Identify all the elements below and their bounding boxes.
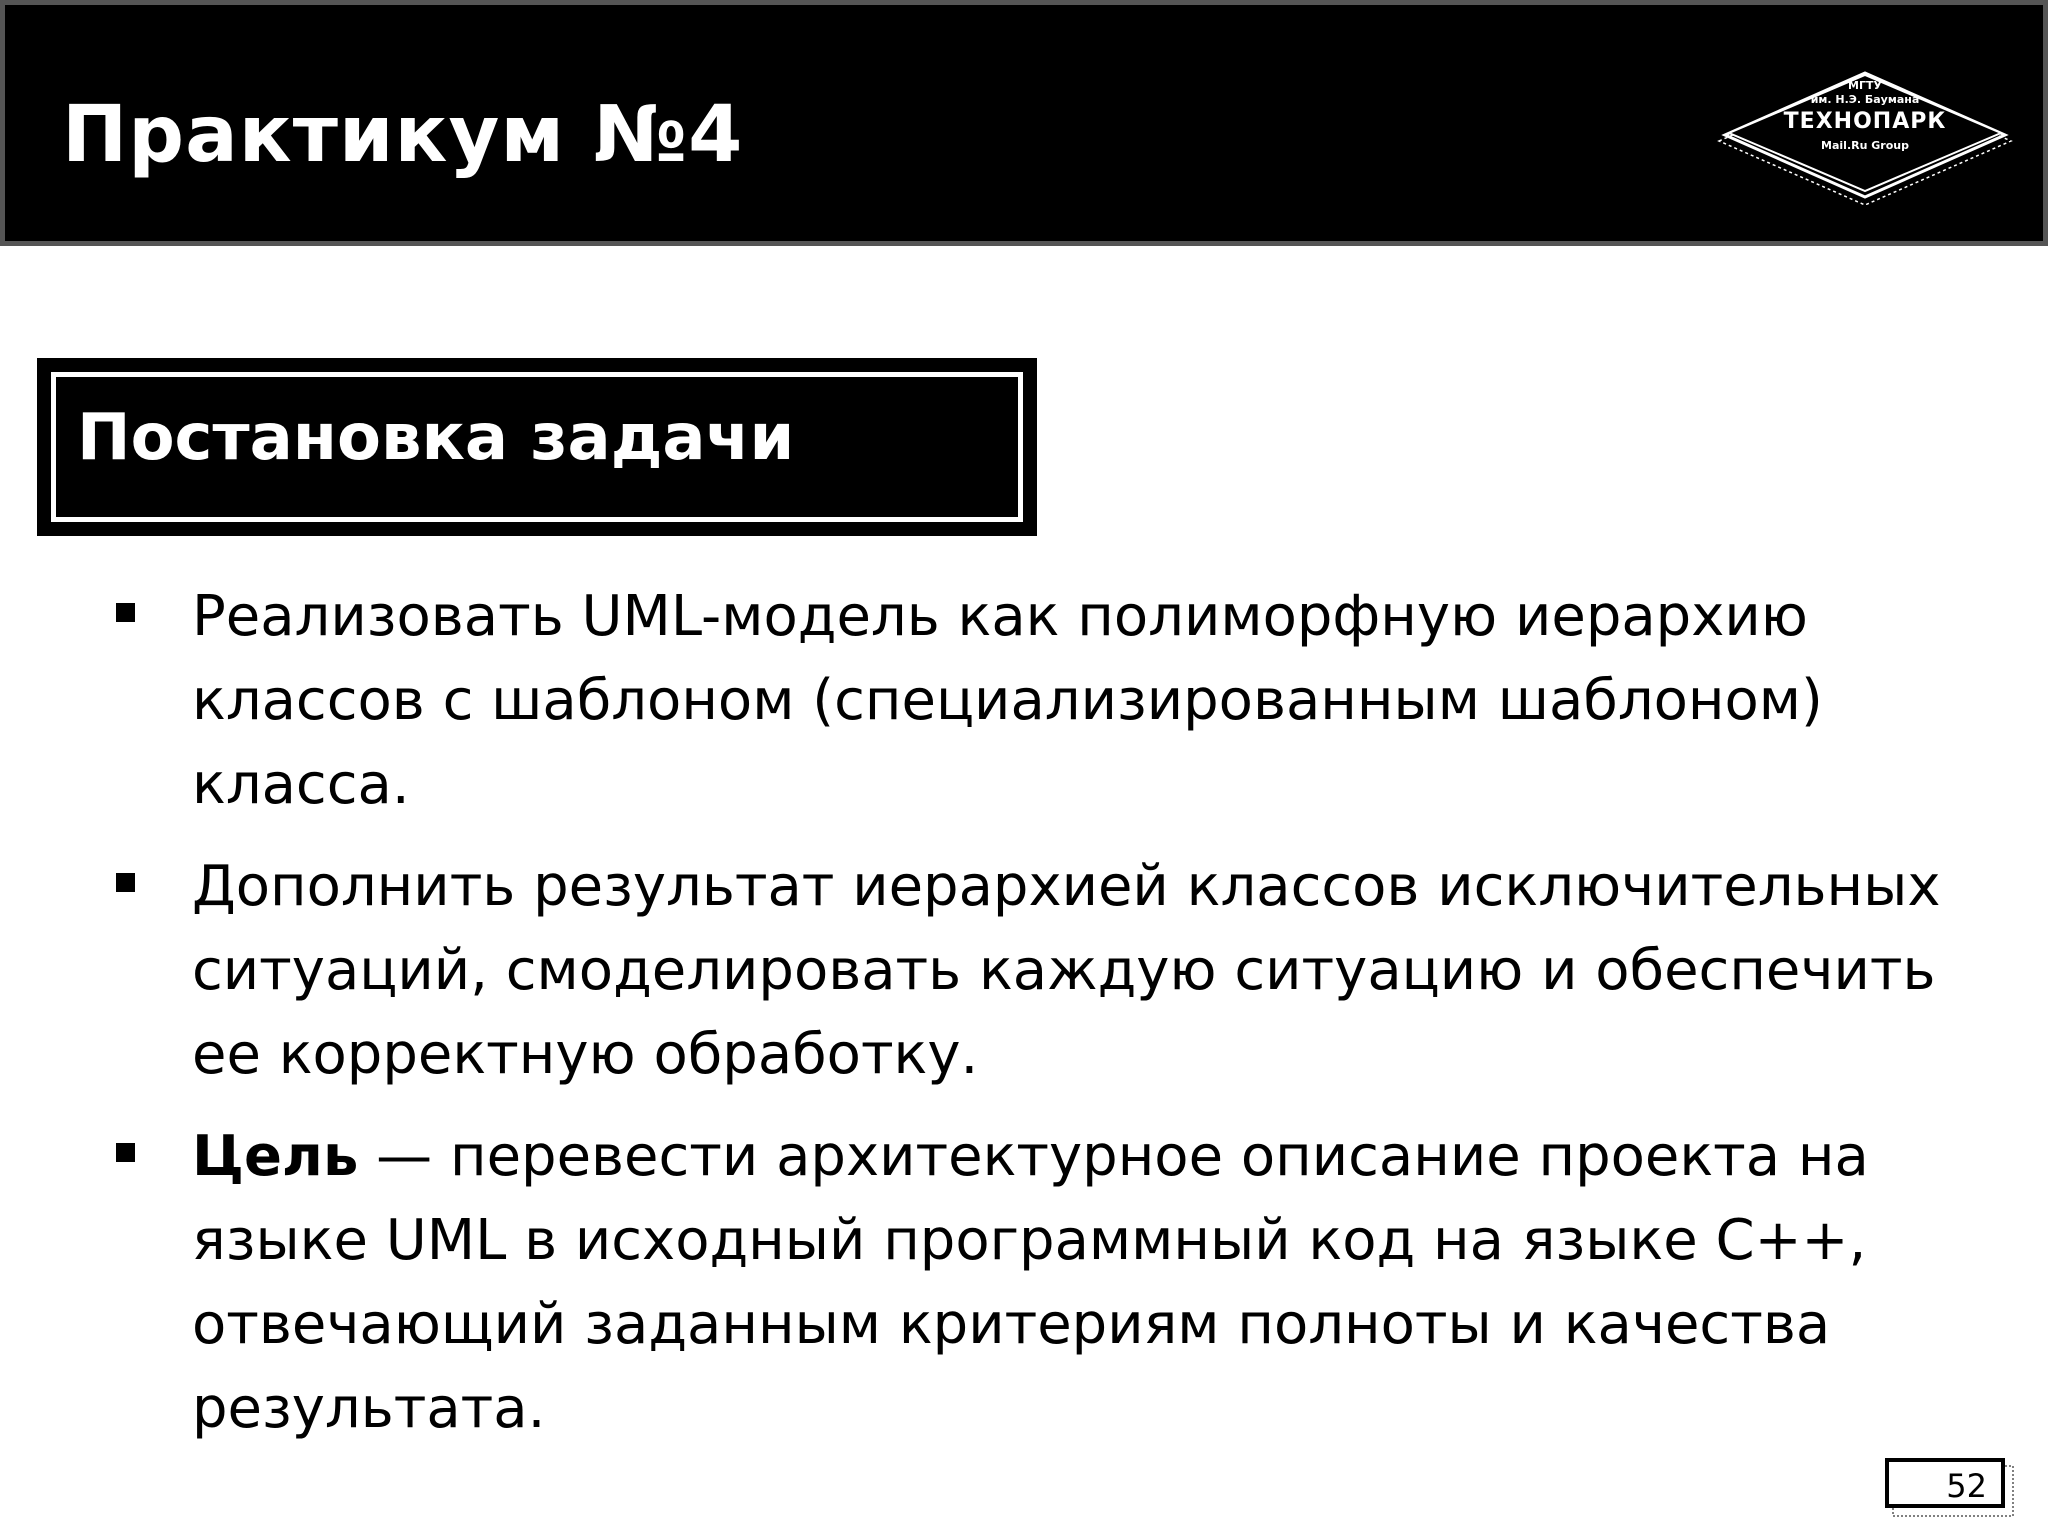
logo-line2: им. Н.Э. Баумана	[1810, 93, 1920, 106]
bullet-text: Реализовать UML-модель как полиморфную иерархию классов с шаблоном (специализированным шаблоном) класса.	[192, 584, 1823, 817]
list-item	[110, 845, 2010, 1097]
section-heading-box	[37, 358, 1037, 536]
bullet-text-goal	[192, 1115, 2010, 1451]
logo-line1: МГТУ	[1848, 79, 1882, 92]
technopark-logo	[1705, 55, 2025, 205]
slide-title: Практикум №4	[62, 90, 744, 180]
goal-label: Цель	[192, 1124, 359, 1189]
section-title: Постановка задачи	[77, 401, 795, 475]
page-number-frame	[1885, 1458, 2005, 1508]
list-item	[110, 1115, 2010, 1451]
header-bar	[0, 0, 2048, 246]
bullet-square-icon	[116, 603, 135, 622]
logo-line3: Mail.Ru Group	[1821, 139, 1909, 152]
page-number-badge	[1885, 1458, 2015, 1518]
bullet-text: Дополнить результат иерархией классов исключительных ситуаций, смоделировать каждую ситуацию и обеспечить ее корректную обработку.	[192, 854, 1941, 1087]
logo-main-text: ТЕХНОПАРК	[1783, 109, 1947, 134]
goal-text: — перевести архитектурное описание проекта на языке UML в исходный программный код на языке С++, отвечающий заданным критериям полноты и качества результата.	[192, 1124, 1869, 1441]
page-number: 52	[1946, 1467, 1987, 1505]
bullet-square-icon	[116, 1143, 135, 1162]
list-item	[110, 575, 2010, 827]
bullet-square-icon	[116, 873, 135, 892]
bullet-list	[110, 575, 2010, 1469]
